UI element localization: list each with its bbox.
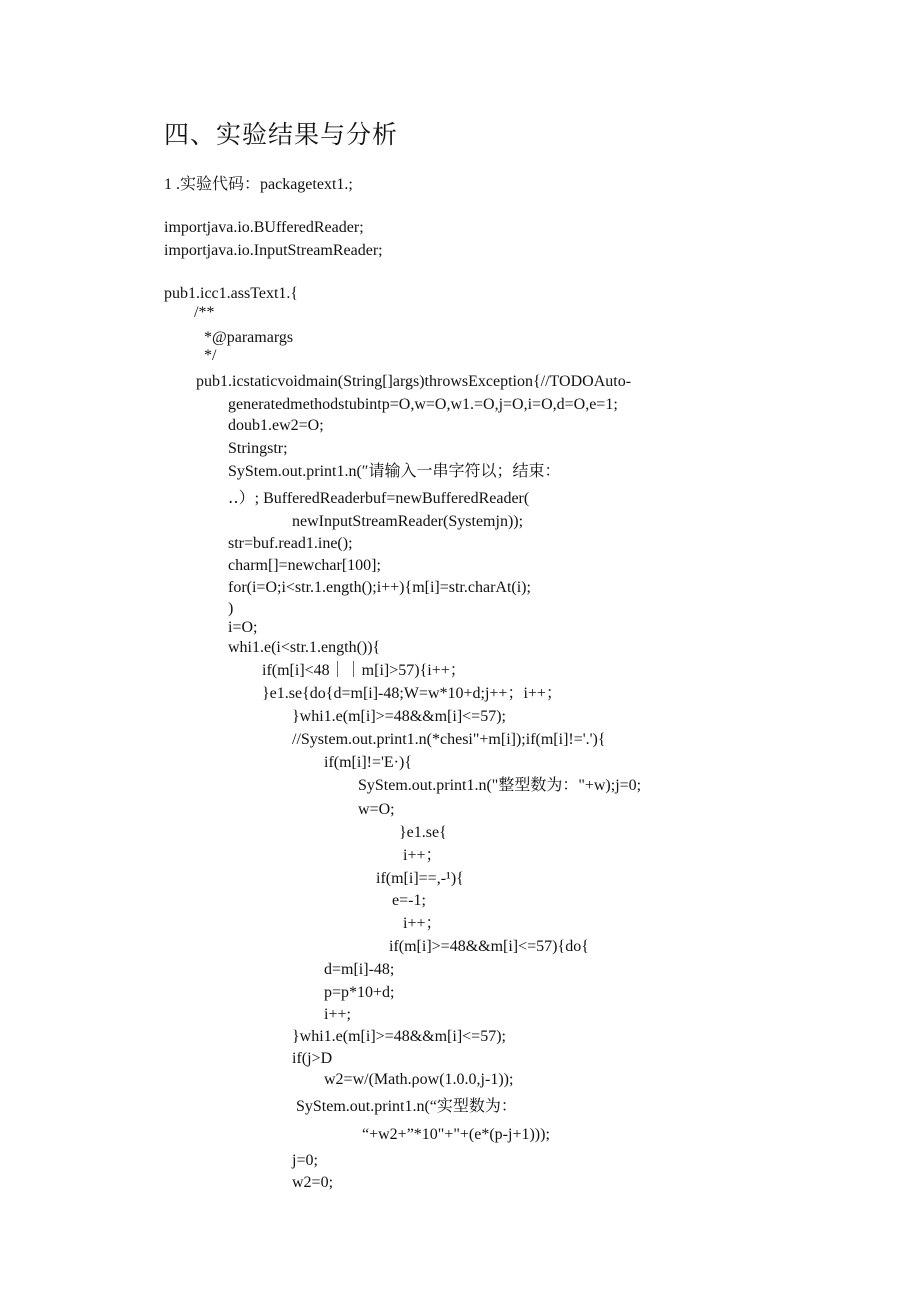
code-line: i++；	[403, 847, 442, 864]
code-line: p=p*10+d;	[324, 984, 395, 1001]
code-line: if(m[i]!='E·){	[324, 754, 412, 771]
code-line: i++;	[324, 1006, 351, 1023]
code-line: generatedmethodstubintp=O,w=O,w1.=O,j=O,i=O,d=O,e=1;	[228, 396, 618, 413]
code-line: i=O;	[228, 619, 258, 636]
code-line: }whi1.e(m[i]>=48&&m[i]<=57);	[292, 1028, 506, 1045]
code-line: “+w2+”*10"+"+(e*(p-j+1)));	[362, 1126, 550, 1143]
code-line: 1 .实验代码：packagetext1.;	[164, 176, 353, 193]
code-line: pub1.icc1.assText1.{	[164, 285, 299, 302]
code-line: SyStem.out.print1.n("整型数为："+w);j=0;	[358, 777, 642, 794]
code-line: //System.out.print1.n(*chesi"+m[i]);if(m[i]!='.'){	[292, 731, 606, 748]
code-line: }e1.se{do{d=m[i]-48;W=w*10+d;j++；i++；	[262, 685, 562, 702]
code-line: *@paramargs	[204, 329, 294, 346]
code-line: doub1.ew2=O;	[228, 417, 324, 434]
code-line: d=m[i]-48;	[324, 961, 395, 978]
code-line: importjava.io.BUfferedReader;	[164, 219, 364, 236]
code-line: SyStem.out.print1.n(“实型数为：	[296, 1098, 517, 1115]
code-line: if(j>D	[292, 1050, 333, 1067]
code-line: }whi1.e(m[i]>=48&&m[i]<=57);	[292, 708, 506, 725]
code-line: if(m[i]<48｜｜m[i]>57){i++；	[262, 662, 466, 679]
code-line: importjava.io.InputStreamReader;	[164, 242, 383, 259]
code-line: w2=w/(Math.ρow(1.0.0,j-1));	[324, 1071, 514, 1088]
code-line: str=buf.read1.ine();	[228, 535, 353, 552]
code-line: if(m[i]==,-¹){	[376, 870, 464, 887]
code-line: /**	[194, 304, 215, 321]
code-line: newInputStreamReader(Systemjn));	[292, 513, 524, 530]
code-line: j=0;	[292, 1152, 318, 1169]
section-heading: 四、实验结果与分析	[164, 122, 399, 149]
code-line: )	[228, 600, 234, 617]
code-line: whi1.e(i<str.1.ength()){	[228, 639, 381, 656]
code-line: if(m[i]>=48&&m[i]<=57){do{	[389, 938, 589, 955]
code-line: ‥）; BufferedReaderbuf=newBufferedReader(	[228, 490, 530, 507]
code-line: e=-1;	[392, 892, 426, 909]
code-line: }e1.se{	[399, 824, 447, 841]
code-line: w=O;	[358, 801, 395, 818]
code-line: charm[]=newchar[100];	[228, 557, 381, 574]
code-line: for(i=O;i<str.1.ength();i++){m[i]=str.charAt(i);	[228, 579, 531, 596]
code-line: w2=0;	[292, 1174, 334, 1191]
code-line: i++；	[403, 915, 442, 932]
code-line: Stringstr;	[228, 440, 288, 457]
code-line: pub1.icstaticvoidmain(String[]args)throwsException{//TODOAuto-	[196, 373, 632, 390]
code-line: SyStem.out.print1.n(″请输入一串字符以；结束：	[228, 463, 561, 480]
code-line: */	[204, 347, 217, 364]
